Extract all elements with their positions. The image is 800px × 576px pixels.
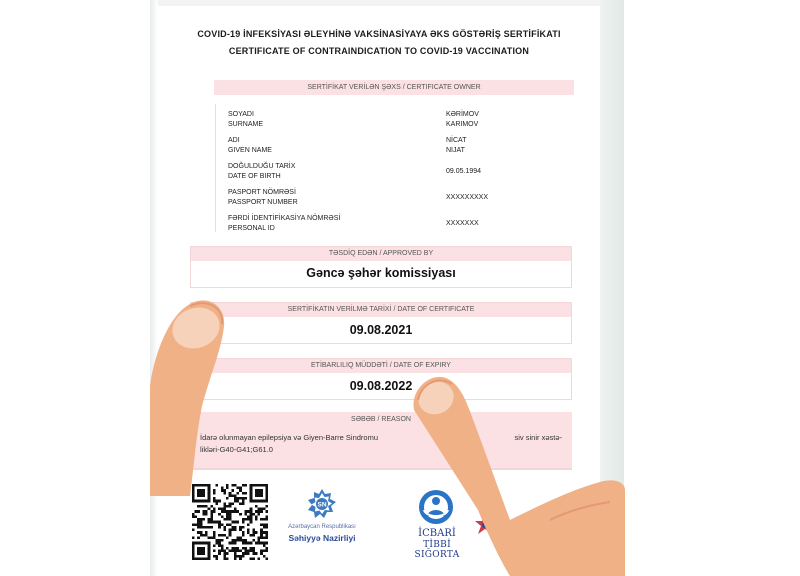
field-label-en: PERSONAL ID [228, 225, 275, 232]
reason-line1-end: siv sinir xəstə- [514, 433, 562, 442]
field-value: NİCAT [446, 137, 467, 144]
ministry-small-text: Azərbaycan Respublikası [288, 524, 356, 530]
approved-by-header: TƏSDİQ EDƏN / APPROVED BY [191, 247, 571, 261]
date-of-certificate-value: 09.08.2021 [349, 323, 413, 337]
field-value: KARIMOV [446, 121, 479, 128]
field-label-en: DATE OF BIRTH [228, 173, 281, 180]
approved-by-box [190, 246, 572, 288]
owner-fields-divider [215, 104, 216, 232]
field-value: NIJAT [446, 147, 465, 154]
svg-text:SN: SN [317, 501, 327, 509]
reason-header: SƏBƏB / REASON [351, 416, 411, 423]
reason-line2: likləri-G40-G41;G61.0 [200, 445, 273, 454]
top-strip [158, 0, 600, 6]
insurance-line1: İCBARİ [418, 528, 456, 539]
field-value: 09.05.1994 [446, 168, 482, 175]
certificate-title-az: COVID-19 İNFEKSİYASI ƏLEYHİNƏ VAKSİNASİYAYA ƏKS GÖSTƏRİŞ SERTİFİKATI [197, 29, 561, 39]
field-value: XXXXXXX [446, 220, 479, 227]
field-label-az: FƏRDİ İDENTİFİKASİYA NÖMRƏSİ [228, 215, 341, 222]
approved-by-value: Gəncə şəhər komissiyası [306, 266, 456, 280]
field-label-en: PASSPORT NUMBER [228, 199, 298, 206]
left-finger [150, 296, 230, 496]
date-of-certificate-header: SERTİFİKATIN VERİLMƏ TARİXİ / DATE OF CERTIFICATE [191, 303, 571, 317]
right-hand [400, 370, 625, 576]
ministry-of-health-logo [280, 488, 364, 558]
field-value: KƏRİMOV [446, 111, 479, 118]
ministry-emblem-icon [306, 488, 338, 520]
field-label-en: SURNAME [228, 121, 264, 128]
date-of-certificate-box [190, 302, 572, 344]
field-value: XXXXXXXXX [446, 194, 489, 201]
certificate-title-en: CERTIFICATE OF CONTRAINDICATION TO COVID-19 VACCINATION [228, 46, 530, 56]
field-label-az: PASPORT NÖMRƏSİ [228, 189, 296, 196]
owner-section-header: SERTİFİKAT VERİLƏN ŞƏXS / CERTIFICATE OWNER [214, 80, 574, 95]
field-label-en: GIVEN NAME [228, 147, 272, 154]
field-label-az: DOĞULDUĞU TARİX [228, 163, 296, 170]
insurance-line2: TİBBİ SIĞORTA [414, 540, 460, 560]
date-of-expiry-header: ETİBARLILIQ MÜDDƏTİ / DATE OF EXPIRY [191, 359, 571, 373]
ministry-name: Səhiyyə Nazirliyi [288, 533, 356, 543]
field-label-az: SOYADI [228, 111, 254, 118]
reason-line1: İdarə olunmayan epilepsiya və Giyen-Barre Sindromu [200, 433, 379, 442]
field-label-az: ADI [228, 137, 240, 144]
date-of-expiry-value: 09.08.2022 [349, 379, 413, 393]
